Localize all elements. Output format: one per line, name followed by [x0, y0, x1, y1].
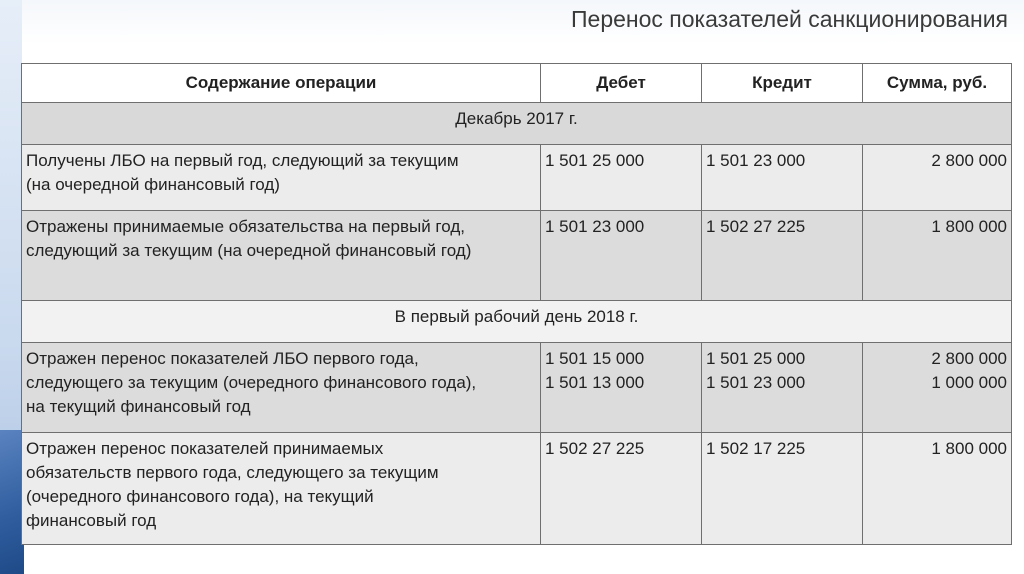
- content-cell: [22, 145, 541, 211]
- debit-value: 1 501 13 000: [545, 373, 645, 392]
- section-row-first-workday-2018: [22, 301, 1012, 343]
- debit-value: 1 501 25 000: [545, 151, 645, 170]
- debit-value: 1 501 15 000: [545, 349, 645, 368]
- content-line: следующий за текущим (на очередной финансовый год): [26, 241, 472, 260]
- table-row: [22, 145, 1012, 211]
- table-row: [22, 343, 1012, 433]
- content-line: обязательств первого года, следующего за текущим: [26, 463, 439, 482]
- amount-value: 2 800 000: [931, 151, 1007, 170]
- content-line: Отражен перенос показателей принимаемых: [26, 439, 384, 458]
- slide-title: Перенос показателей санкционирования: [571, 6, 1008, 32]
- table-header-row: [22, 64, 1012, 103]
- content-cell: [22, 343, 541, 433]
- content-line: (на очередной финансовый год): [26, 175, 280, 194]
- amount-value: 1 800 000: [931, 439, 1007, 458]
- header-amount: Сумма, руб.: [863, 64, 1012, 103]
- content-line: следующего за текущим (очередного финансового года),: [26, 373, 477, 392]
- table-row: [22, 211, 1012, 301]
- amount-cell: [863, 211, 1012, 301]
- credit-cell: [702, 343, 863, 433]
- amount-cell: [863, 145, 1012, 211]
- debit-cell: [541, 145, 702, 211]
- content-line: Отражены принимаемые обязательства на первый год,: [26, 217, 465, 236]
- amount-value: 1 000 000: [931, 373, 1007, 392]
- header-debit: Дебет: [541, 64, 702, 103]
- debit-value: 1 502 27 225: [545, 439, 645, 458]
- section-row-december-2017: [22, 103, 1012, 145]
- debit-cell: [541, 211, 702, 301]
- content-line: на текущий финансовый год: [26, 397, 251, 416]
- table-row: [22, 433, 1012, 545]
- header-content: Содержание операции: [22, 64, 541, 103]
- credit-value: 1 501 23 000: [706, 373, 806, 392]
- content-line: Получены ЛБО на первый год, следующий за текущим: [26, 151, 459, 170]
- credit-cell: [702, 433, 863, 545]
- section-label: Декабрь 2017 г.: [22, 103, 1012, 145]
- content-cell: [22, 433, 541, 545]
- debit-cell: [541, 343, 702, 433]
- credit-cell: [702, 211, 863, 301]
- header-credit: Кредит: [702, 64, 863, 103]
- amount-cell: [863, 343, 1012, 433]
- debit-cell: [541, 433, 702, 545]
- credit-value: 1 501 25 000: [706, 349, 806, 368]
- amount-value: 1 800 000: [931, 217, 1007, 236]
- credit-value: 1 502 17 225: [706, 439, 806, 458]
- credit-value: 1 501 23 000: [706, 151, 806, 170]
- section-label: В первый рабочий день 2018 г.: [22, 301, 1012, 343]
- content-line: Отражен перенос показателей ЛБО первого года,: [26, 349, 419, 368]
- amount-cell: [863, 433, 1012, 545]
- content-line: (очередного финансового года), на текущий: [26, 487, 374, 506]
- credit-value: 1 502 27 225: [706, 217, 806, 236]
- content-cell: [22, 211, 541, 301]
- amount-value: 2 800 000: [931, 349, 1007, 368]
- content-line: финансовый год: [26, 511, 157, 530]
- credit-cell: [702, 145, 863, 211]
- debit-value: 1 501 23 000: [545, 217, 645, 236]
- operations-table: [21, 63, 1012, 545]
